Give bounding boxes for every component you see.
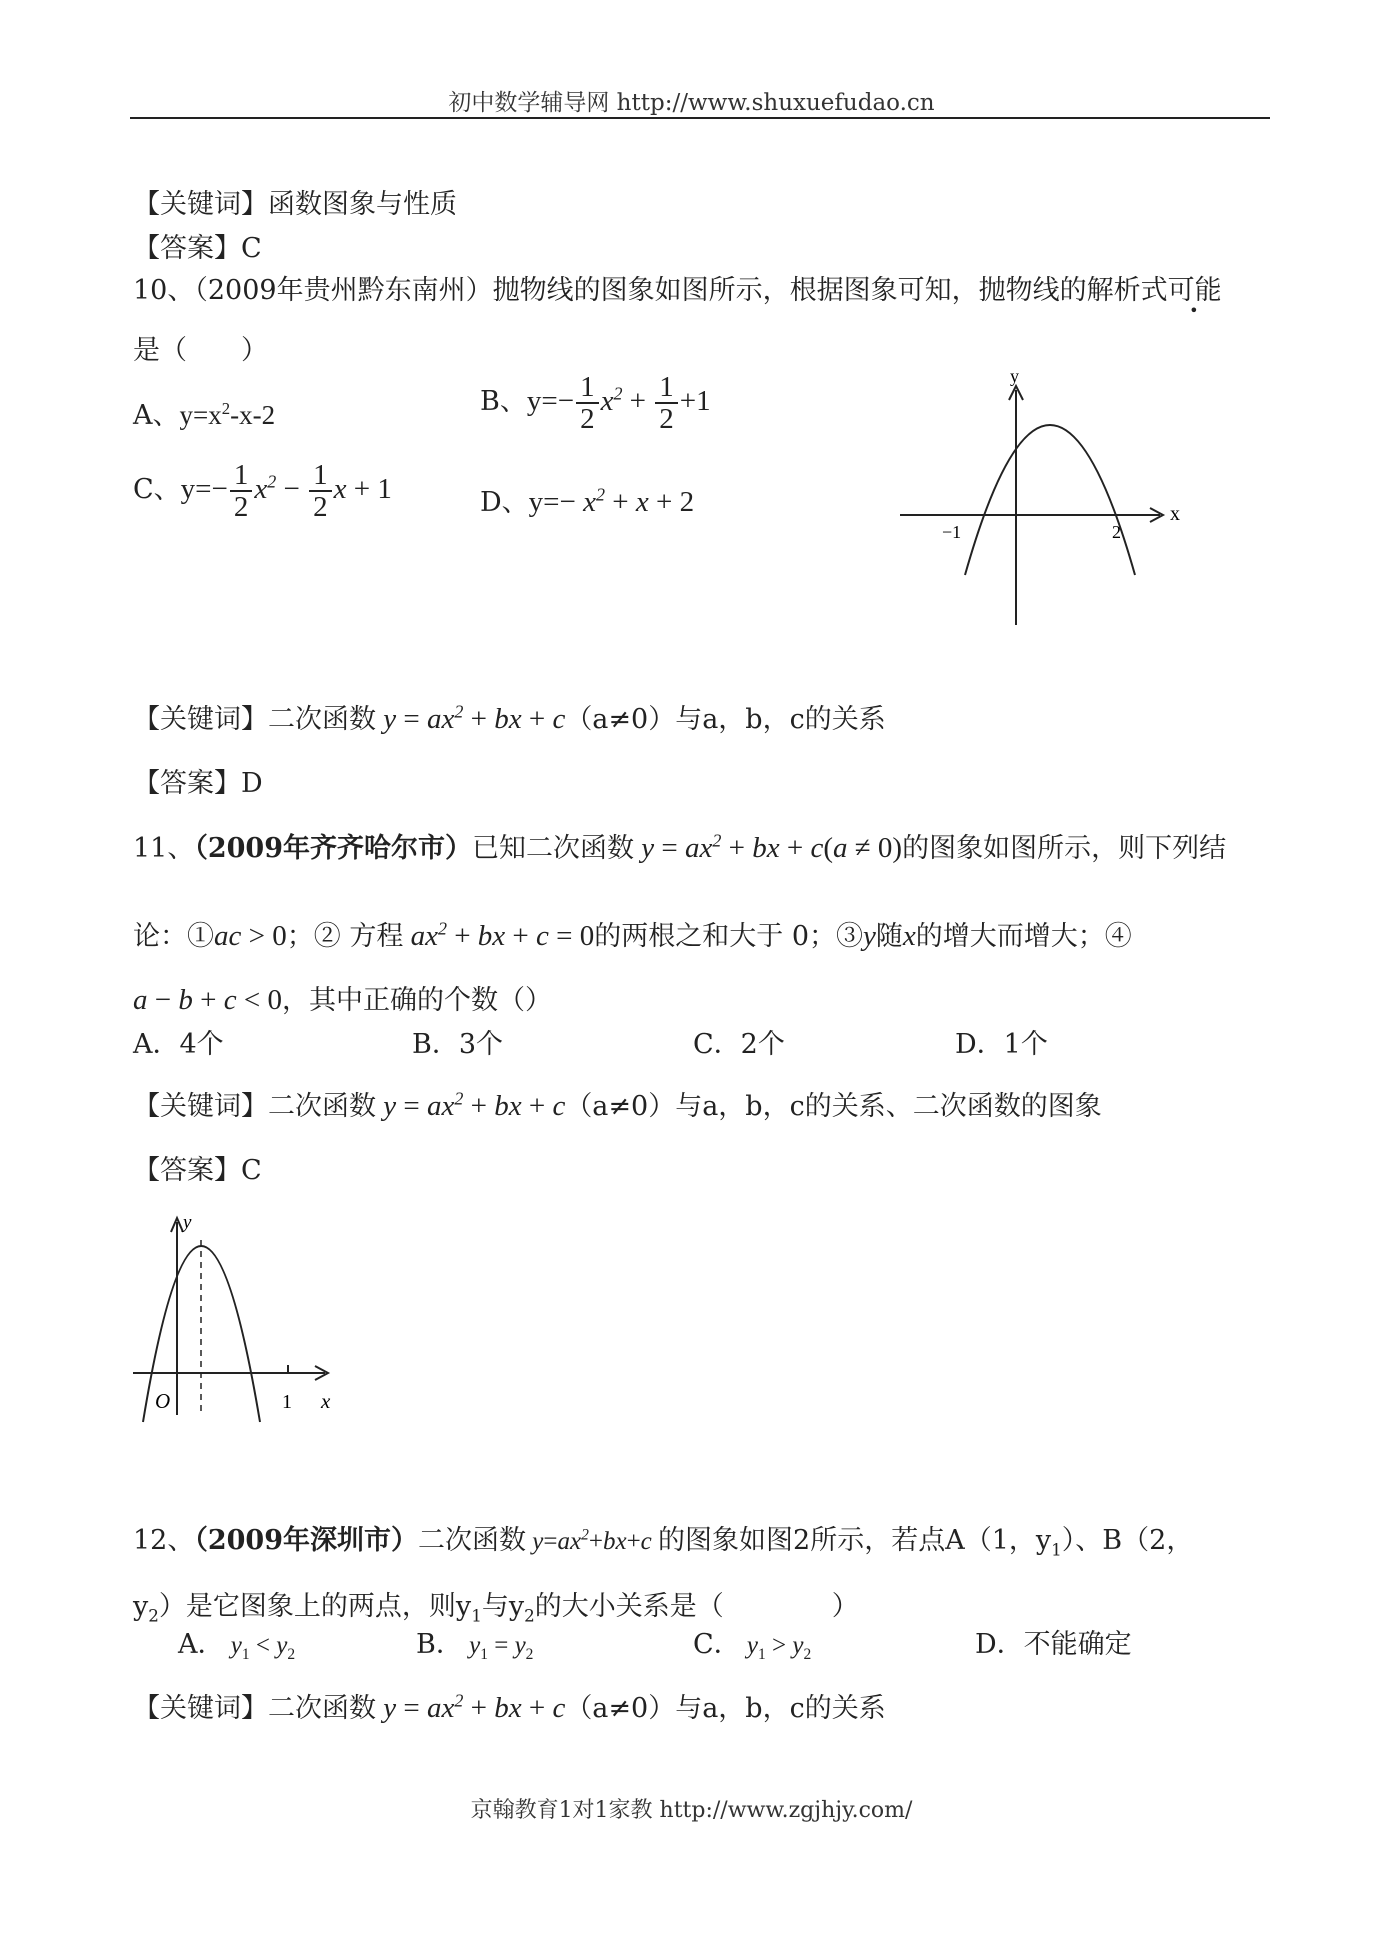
keyword-text: 二次函数 [268, 1091, 376, 1122]
question-number: 10、 [133, 275, 195, 306]
q12-option-d: D．不能确定 [975, 1629, 1132, 1660]
y-axis-label: y [183, 1212, 192, 1233]
stem-text: 的增大而增大；④ [915, 921, 1132, 952]
keyword-condition: （a≠0）与a，b，c的关系 [565, 1693, 886, 1724]
keyword-text: 二次函数 [268, 704, 376, 735]
q10-option-c [133, 460, 392, 523]
option-formula: $y_1 > y_2$ [740, 1632, 812, 1663]
keyword-tag: 【关键词】 [133, 1693, 268, 1724]
q10-parabola-graph [890, 360, 1190, 635]
var-y: y [863, 920, 876, 952]
q11-answer-line [133, 1148, 262, 1187]
question-stem-end: 是（ ） [133, 335, 268, 366]
answer-tag: 【答案】 [133, 768, 241, 799]
x-axis-label: x [1170, 503, 1180, 525]
keyword-condition: （a≠0）与a，b，c的关系 [565, 704, 886, 735]
stem-text: ；② 方程 [286, 921, 404, 952]
subscript: 2 [148, 1605, 159, 1626]
option-label: C、 [133, 474, 181, 506]
question-stem-cont: 的图象如图所示，则下列结 [902, 833, 1227, 864]
option-label: D、 [480, 487, 529, 518]
keyword-tag: 【关键词】 [133, 1091, 268, 1122]
answer-text: D [241, 768, 263, 799]
q11-stem-line2 [133, 914, 1132, 953]
option-label: A、 [133, 400, 180, 431]
stem-formula: $y=ax^2+bx+c$ [526, 1526, 659, 1555]
var-x: x [902, 920, 916, 952]
keyword-tag: 【关键词】 [133, 189, 268, 220]
subscript: 1 [471, 1605, 482, 1626]
conclusion-1: ac > 0 [214, 920, 287, 952]
q11-option-b: B．3个 [412, 1029, 504, 1060]
stem-text: 随 [875, 921, 903, 952]
option-formula: y=− $\frac{1}{2}$ $x^2$ + $\frac{1}{2}$ +1 [526, 371, 711, 436]
emphasis-text: 可能 [1167, 275, 1222, 306]
q10-stem-line1 [133, 268, 1222, 307]
question-stem-cont: 的图象如图2所示，若点A（1，y [658, 1525, 1052, 1556]
subscript: 2 [524, 1605, 535, 1626]
tick-label-2: 2 [1112, 522, 1121, 542]
q10-answer-line [133, 761, 263, 800]
q11-option-d: D．1个 [955, 1029, 1048, 1060]
keyword-condition: （a≠0）与a，b，c的关系、二次函数的图象 [565, 1091, 1102, 1122]
tick-label-1: 1 [282, 1391, 292, 1413]
y-axis-label: y [1010, 366, 1019, 386]
q12-keyword-line [133, 1686, 886, 1725]
question-stem: 已知二次函数 [472, 833, 635, 864]
stem-text: ）是它图象上的两点，则y [158, 1591, 472, 1622]
answer-tag: 【答案】 [133, 233, 241, 264]
option-formula: $y_1 = y_2$ [462, 1632, 534, 1663]
conclusion-2: $ax^2$ + bx + c = 0 [403, 918, 595, 952]
option-formula: $y=x^2-x-2$ [179, 399, 276, 430]
stem-text: y [133, 1591, 149, 1622]
question-stem: 二次函数 [418, 1525, 527, 1556]
option-formula: y=− $\frac{1}{2}$ $x^2$ − $\frac{1}{2}$ x + 1 [180, 459, 392, 524]
conclusion-4: a − b + c < 0 [133, 984, 282, 1016]
stem-text: 论：① [133, 921, 214, 952]
keyword-text: 函数图象与性质 [268, 189, 457, 220]
q12-option-a [178, 1622, 295, 1661]
stem-text: 的大小关系是（ ） [534, 1591, 859, 1622]
q11-keyword-line [133, 1084, 1102, 1123]
page-header: 初中数学辅导网 http://www.shuxuefudao.cn [448, 90, 935, 116]
q9-answer-line [133, 226, 262, 265]
question-source: （2009年齐齐哈尔市） [194, 833, 473, 864]
q10-stem-line2 [133, 328, 268, 367]
q10-option-a [133, 393, 275, 432]
option-label: B． [416, 1629, 463, 1660]
keyword-formula: $y = ax^2$ + bx + c [376, 1088, 566, 1122]
option-formula: $y_1 < y_2$ [224, 1632, 296, 1663]
q9-keyword-line [133, 182, 457, 221]
keyword-text: 二次函数 [268, 1693, 376, 1724]
q12-stem-line2 [133, 1584, 859, 1626]
q12-option-b [416, 1622, 533, 1661]
question-number: 12、 [133, 1525, 195, 1556]
q10-option-b [480, 372, 711, 435]
q12-stem-line1 [133, 1518, 1194, 1560]
option-label: C． [693, 1629, 741, 1660]
option-label: B、 [480, 386, 527, 418]
q10-option-d [480, 480, 694, 519]
q11-option-a: A．4个 [133, 1029, 224, 1060]
q11-stem-line3 [133, 978, 552, 1017]
keyword-formula: $y = ax^2$ + bx + c [376, 1690, 566, 1724]
header-divider [130, 117, 1270, 119]
q12-option-c [693, 1622, 811, 1661]
parabola-curve [965, 425, 1135, 575]
x-axis-label: x [321, 1389, 331, 1413]
question-source: （2009年贵州黔东南州） [194, 275, 493, 306]
stem-text: 的两根之和大于 0；③ [594, 921, 864, 952]
question-stem: 抛物线的图象如图所示，根据图象可知，抛物线的解析式 [492, 275, 1168, 306]
question-number: 11、 [133, 833, 195, 864]
question-source: （2009年深圳市） [194, 1525, 419, 1556]
keyword-formula: $y = ax^2$ + bx + c [376, 701, 566, 735]
stem-text: 与y [481, 1591, 525, 1622]
q11-stem-line1 [133, 826, 1226, 865]
q11-option-c: C．2个 [693, 1029, 785, 1060]
question-stem-cont: ）、B（2， [1061, 1525, 1194, 1556]
q10-keyword-line [133, 697, 886, 736]
answer-tag: 【答案】 [133, 1155, 241, 1186]
tick-label-neg1: −1 [942, 522, 962, 542]
page-footer: 京翰教育1对1家教 http://www.zgjhjy.com/ [470, 1798, 913, 1823]
answer-text: C [241, 1155, 262, 1186]
q11-parabola-graph [125, 1210, 355, 1425]
option-label: A． [178, 1629, 225, 1660]
keyword-tag: 【关键词】 [133, 704, 268, 735]
subscript: 1 [1051, 1539, 1062, 1560]
origin-label: O [155, 1389, 171, 1413]
stem-formula: $y = ax^2$ + bx + c(a ≠ 0) [634, 830, 903, 864]
stem-text: ，其中正确的个数（） [281, 985, 552, 1016]
answer-text: C [241, 233, 262, 264]
option-formula: $y=- x^2 + x + 2$ [528, 484, 695, 518]
